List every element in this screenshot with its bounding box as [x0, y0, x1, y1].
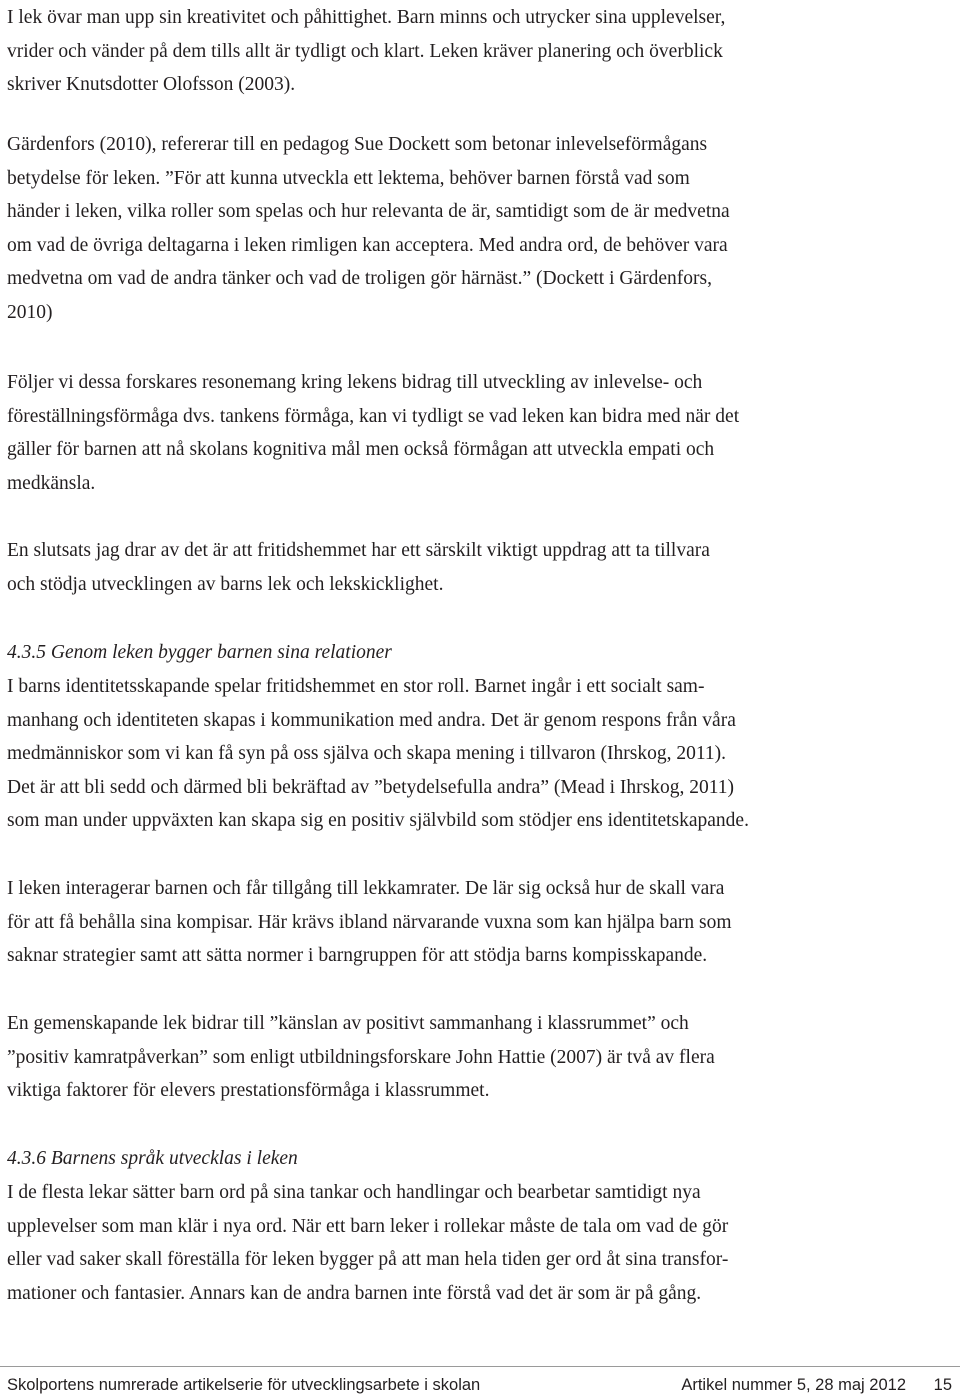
text-line: vrider och vänder på dem tills allt är tydligt och klart. Leken kräver planering och överblick [7, 40, 723, 62]
text-line: skriver Knutsdotter Olofsson (2003). [7, 74, 296, 96]
text-line: Följer vi dessa forskares resonemang kring lekens bidrag till utveckling av inlevelse- och [7, 372, 703, 393]
section-heading-4-3-6: 4.3.6 Barnens språk utvecklas i leken [7, 1148, 298, 1169]
text-line: som man under uppväxten kan skapa sig en positiv självbild som stödjer ens identitetskapande. [7, 810, 749, 832]
text-line: betydelse för leken. ”För att kunna utveckla ett lektema, behöver barnen förstå vad som [7, 167, 690, 189]
paragraph-4 [7, 534, 710, 601]
footer-series-title: Skolportens numrerade artikelserie för utvecklingsarbete i skolan [7, 1376, 481, 1394]
text-line: I barns identitetsskapande spelar fritidshemmet en stor roll. Barnet ingår i ett socialt sam- [7, 676, 705, 697]
text-line: eller vad saker skall föreställa för leken bygger på att man hela tiden ger ord åt sina transfor- [7, 1249, 729, 1271]
text-line: mationer och fantasier. Annars kan de andra barnen inte förstå vad det är som är på gång. [7, 1282, 702, 1304]
paragraph-7 [7, 1007, 715, 1108]
text-line: föreställningsförmåga dvs. tankens förmåga, kan vi tydligt se vad leken kan bidra med när det [7, 405, 740, 427]
text-line: I de flesta lekar sätter barn ord på sina tankar och handlingar och bearbetar samtidigt nya [7, 1182, 701, 1203]
text-line: I leken interagerar barnen och får tillgång till lekkamrater. De lär sig också hur de skall vara [7, 878, 725, 899]
text-line: Det är att bli sedd och därmed bli bekräftad av ”betydelsefulla andra” (Mead i Ihrskog, 2011) [7, 776, 735, 798]
paragraph-5 [7, 670, 749, 838]
text-line: Gärdenfors (2010), refererar till en pedagog Sue Dockett som betonar inlevelseförmågans [7, 134, 708, 155]
text-line: medvetna om vad de andra tänker och vad de troligen gör härnäst.” (Dockett i Gärdenfors, [7, 268, 712, 290]
text-line: 2010) [7, 301, 53, 323]
text-line: händer i leken, vilka roller som spelas och hur relevanta de är, samtidigt som de är medvetna [7, 201, 730, 223]
text-line: medkänsla. [7, 472, 96, 494]
text-line: En gemenskapande lek bidrar till ”känslan av positivt sammanhang i klassrummet” och [7, 1013, 689, 1034]
section-heading-4-3-5: 4.3.5 Genom leken bygger barnen sina relationer [7, 642, 392, 663]
text-line: medmänniskor som vi kan få syn på oss själva och skapa mening i tillvaron (Ihrskog, 2011). [7, 743, 727, 765]
text-line: viktiga faktorer för elevers prestationsförmåga i klassrummet. [7, 1080, 490, 1102]
paragraph-1 [7, 1, 725, 102]
paragraph-3 [7, 366, 739, 500]
paragraph-8 [7, 1176, 728, 1310]
text-line: En slutsats jag drar av det är att fritidshemmet har ett särskilt viktigt uppdrag att ta tillvara [7, 540, 710, 561]
text-line: manhang och identiteten skapas i kommunikation med andra. Det är genom respons från våra [7, 709, 736, 731]
footer-issue-info: Artikel nummer 5, 28 maj 2012 [681, 1376, 906, 1394]
text-line: gäller för barnen att nå skolans kognitiva mål men också förmågan att utveckla empati och [7, 439, 715, 461]
text-line: om vad de övriga deltagarna i leken rimligen kan acceptera. Med andra ord, de behöver vara [7, 234, 728, 256]
footer-divider [0, 1366, 960, 1367]
paragraph-6 [7, 872, 732, 973]
text-line: I lek övar man upp sin kreativitet och påhittighet. Barn minns och utrycker sina upplevelser, [7, 7, 726, 28]
text-line: saknar strategier samt att sätta normer i barngruppen för att stödja barns kompisskapande. [7, 945, 708, 967]
text-line: ”positiv kamratpåverkan” som enligt utbildningsforskare John Hattie (2007) är två av flera [7, 1046, 715, 1068]
paragraph-2 [7, 128, 730, 330]
text-line: för att få behålla sina kompisar. Här krävs ibland närvarande vuxna som kan hjälpa barn som [7, 911, 732, 933]
text-line: och stödja utvecklingen av barns lek och lekskicklighet. [7, 573, 444, 595]
text-line: upplevelser som man klär i nya ord. När ett barn leker i rollekar måste de tala om vad de gör [7, 1215, 729, 1237]
page-footer [7, 1376, 952, 1398]
page-number: 15 [933, 1376, 952, 1394]
